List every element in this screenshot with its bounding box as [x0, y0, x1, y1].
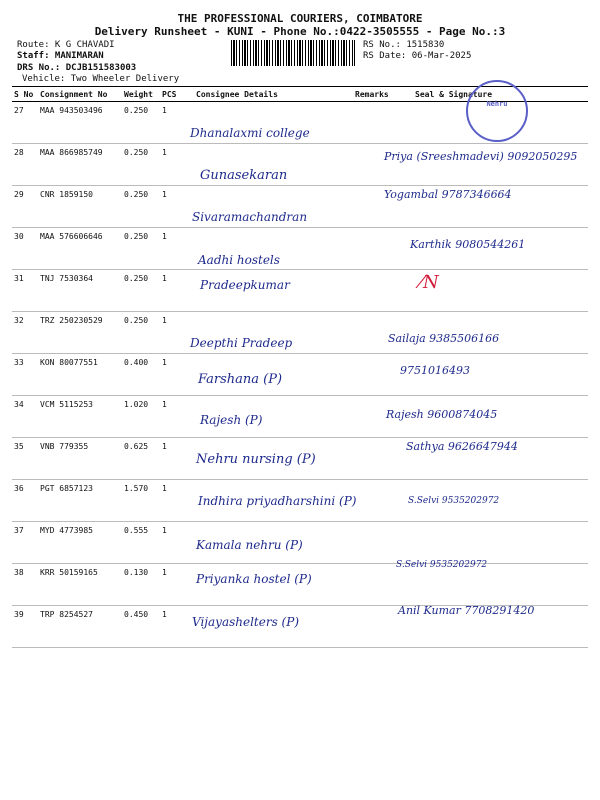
- vehicle-label: Vehicle: Two Wheeler Delivery: [22, 74, 180, 84]
- cell-cons: CNR 1859150: [38, 186, 122, 228]
- cell-weight: 0.400: [122, 354, 160, 396]
- cell-signature: [413, 270, 588, 312]
- cell-weight: 0.555: [122, 522, 160, 564]
- hw-signature-39: Anil Kumar 7708291420: [398, 604, 535, 617]
- cell-sno: 38: [12, 564, 38, 606]
- cell-pcs: 1: [160, 522, 194, 564]
- cell-pcs: 1: [160, 480, 194, 522]
- cell-cons: PGT 6857123: [38, 480, 122, 522]
- cell-weight: 0.250: [122, 102, 160, 144]
- table-row: [12, 270, 588, 312]
- hw-signature-33: Sailaja 9385506166: [388, 332, 500, 345]
- col-weight: Weight: [122, 87, 160, 102]
- cell-cons: KON 80077551: [38, 354, 122, 396]
- cell-sno: 37: [12, 522, 38, 564]
- hw-consignee-33: Farshana (P): [198, 372, 283, 387]
- hw-consignee-38: Priyanka hostel (P): [196, 572, 312, 586]
- cell-pcs: 1: [160, 564, 194, 606]
- cell-weight: 0.250: [122, 312, 160, 354]
- cell-sno: 31: [12, 270, 38, 312]
- cell-remarks: [353, 438, 413, 480]
- cell-weight: 0.250: [122, 228, 160, 270]
- cell-weight: 0.130: [122, 564, 160, 606]
- barcode: [231, 40, 355, 66]
- hw-signature-30: Karthik 9080544261: [410, 238, 526, 251]
- cell-cons: MAA 866985749: [38, 144, 122, 186]
- cell-remarks: [353, 228, 413, 270]
- cell-sno: 32: [12, 312, 38, 354]
- hw-consignee-27: Dhanalaxmi college: [190, 126, 310, 140]
- runsheet-table: [12, 86, 588, 648]
- cell-cons: KRR 50159165: [38, 564, 122, 606]
- cell-cons: MYD 4773985: [38, 522, 122, 564]
- cell-cons: VNB 779355: [38, 438, 122, 480]
- cell-pcs: 1: [160, 102, 194, 144]
- hw-signature-34: 9751016493: [400, 364, 470, 377]
- cell-remarks: [353, 270, 413, 312]
- hw-signature-37: S.Selvi 9535202972: [408, 496, 500, 506]
- cell-cons: TRZ 250230529: [38, 312, 122, 354]
- hw-consignee-30: Aadhi hostels: [198, 253, 280, 267]
- cell-cons: VCM 5115253: [38, 396, 122, 438]
- cell-weight: 0.450: [122, 606, 160, 648]
- hw-signature-29: Yogambal 9787346664: [384, 188, 512, 201]
- hw-signature-36: Sathya 9626647944: [406, 440, 518, 453]
- staff-label: Staff: MANIMARAN: [17, 51, 104, 61]
- hw-consignee-32: Deepthi Pradeep: [190, 336, 293, 350]
- col-sno: S No: [12, 87, 38, 102]
- cell-pcs: 1: [160, 228, 194, 270]
- red-remark-mark: ⁄N: [420, 272, 439, 293]
- table-row: [12, 396, 588, 438]
- cell-sno: 28: [12, 144, 38, 186]
- hw-consignee-37: Kamala nehru (P): [196, 538, 303, 552]
- hw-signature-38: S.Selvi 9535202972: [396, 560, 488, 570]
- cell-sno: 30: [12, 228, 38, 270]
- col-remarks: Remarks: [353, 87, 413, 102]
- cell-cons: TRP 8254527: [38, 606, 122, 648]
- cell-cons: TNJ 7530364: [38, 270, 122, 312]
- col-consignee: Consignee Details: [194, 87, 353, 102]
- col-consignment: Consignment No: [38, 87, 122, 102]
- cell-weight: 0.250: [122, 270, 160, 312]
- cell-weight: 0.625: [122, 438, 160, 480]
- cell-remarks: [353, 480, 413, 522]
- seal-stamp: Nehru: [466, 80, 528, 142]
- cell-remarks: [353, 522, 413, 564]
- cell-sno: 29: [12, 186, 38, 228]
- table-row: [12, 354, 588, 396]
- rs-date: RS Date: 06-Mar-2025: [363, 51, 472, 61]
- cell-sno: 34: [12, 396, 38, 438]
- cell-remarks: [353, 102, 413, 144]
- hw-signature-35: Rajesh 9600874045: [386, 408, 498, 421]
- col-pcs: PCS: [160, 87, 194, 102]
- cell-signature: [413, 522, 588, 564]
- col-signature: Seal & Signature: [413, 87, 588, 102]
- cell-pcs: 1: [160, 270, 194, 312]
- cell-sno: 35: [12, 438, 38, 480]
- cell-sno: 39: [12, 606, 38, 648]
- cell-cons: MAA 943503496: [38, 102, 122, 144]
- cell-weight: 1.020: [122, 396, 160, 438]
- table-row: [12, 312, 588, 354]
- cell-weight: 0.250: [122, 186, 160, 228]
- cell-pcs: 1: [160, 312, 194, 354]
- cell-weight: 0.250: [122, 144, 160, 186]
- company-title: THE PROFESSIONAL COURIERS, COIMBATORE: [177, 12, 423, 25]
- hw-consignee-39: Vijayashelters (P): [192, 615, 299, 629]
- hw-consignee-35: Nehru nursing (P): [196, 452, 316, 467]
- cell-sno: 36: [12, 480, 38, 522]
- cell-weight: 1.570: [122, 480, 160, 522]
- hw-consignee-29: Sivaramachandran: [192, 210, 308, 224]
- cell-pcs: 1: [160, 144, 194, 186]
- rs-number: RS No.: 1515830: [363, 40, 445, 50]
- hw-consignee-36: Indhira priyadharshini (P): [198, 494, 357, 508]
- drs-label: DRS No.: DCJB151583003: [17, 63, 137, 73]
- cell-pcs: 1: [160, 396, 194, 438]
- cell-sno: 33: [12, 354, 38, 396]
- cell-pcs: 1: [160, 186, 194, 228]
- hw-consignee-28: Gunasekaran: [200, 168, 288, 183]
- route-label: Route: K G CHAVADI: [17, 40, 115, 50]
- hw-consignee-31: Pradeepkumar: [200, 278, 290, 292]
- cell-sno: 27: [12, 102, 38, 144]
- cell-pcs: 1: [160, 438, 194, 480]
- runsheet-subtitle: Delivery Runsheet - KUNI - Phone No.:0422-3505555 - Page No.:3: [94, 25, 506, 38]
- hw-consignee-34: Rajesh (P): [200, 413, 263, 427]
- cell-pcs: 1: [160, 354, 194, 396]
- cell-pcs: 1: [160, 606, 194, 648]
- hw-signature-28: Priya (Sreeshmadevi) 9092050295: [384, 150, 578, 163]
- cell-cons: MAA 576606646: [38, 228, 122, 270]
